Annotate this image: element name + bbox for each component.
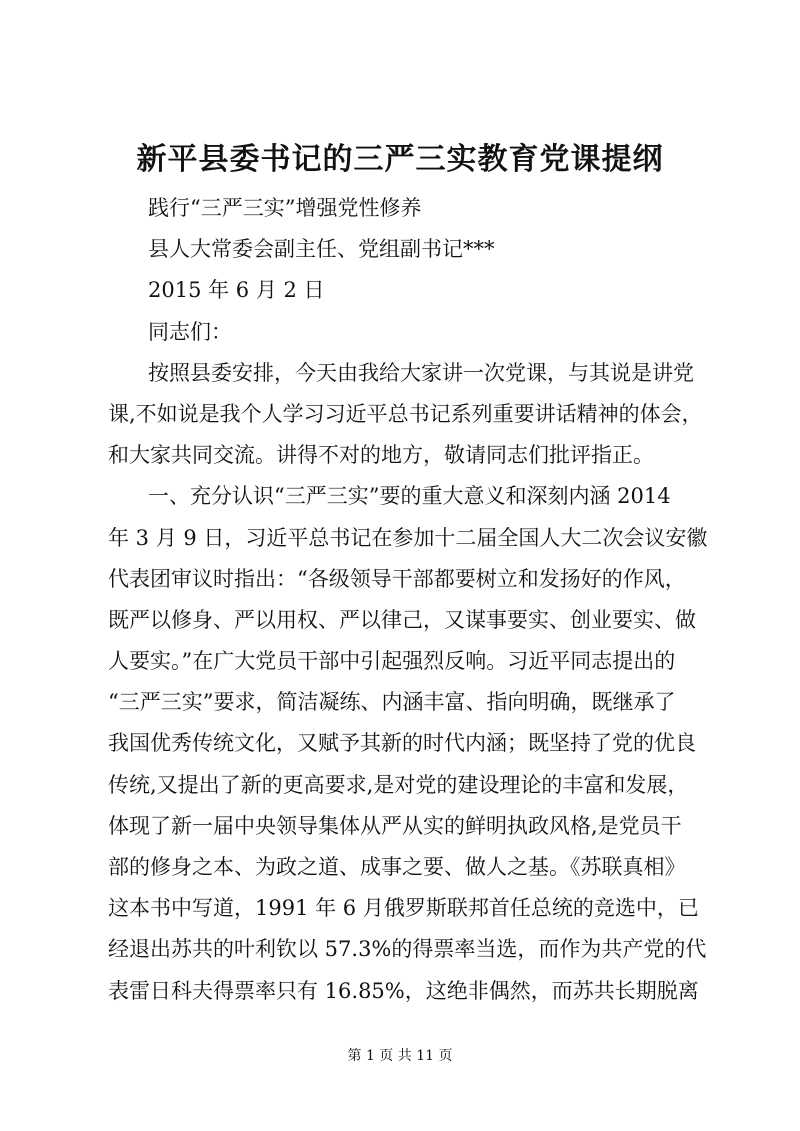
paragraph-line: 我国优秀传统文化，又赋予其新的时代内涵；既坚持了党的优良 bbox=[108, 731, 696, 756]
paragraph-line: 课,不如说是我个人学习习近平总书记系列重要讲话精神的体会， bbox=[108, 401, 703, 426]
document-body bbox=[108, 188, 708, 1012]
paragraph-1 bbox=[108, 353, 703, 477]
date-line: 2015 年 6 月 2 日 bbox=[148, 278, 325, 303]
paragraph-line: “三严三实”要求，简洁凝练、内涵丰富、指向明确，既继承了 bbox=[108, 690, 676, 715]
paragraph-line: 部的修身之本、为政之道、成事之要、做人之基。《苏联真相》 bbox=[108, 855, 686, 879]
speaker-line: 县人大常委会副主任、党组副书记*** bbox=[148, 237, 495, 262]
paragraph-line: 按照县委安排，今天由我给大家讲一次党课，与其说是讲党 bbox=[148, 360, 694, 385]
paragraph-line: 人要实。”在广大党员干部中引起强烈反响。习近平同志提出的 bbox=[108, 649, 676, 674]
paragraph-line: 经退出苏共的叶利钦以 57.3%的得票率当选，而作为共产党的代 bbox=[108, 937, 707, 962]
paragraph-line: 表雷日科夫得票率只有 16.85%，这绝非偶然，而苏共长期脱离 bbox=[108, 978, 699, 1003]
subtitle: 践行“三严三实”增强党性修养 bbox=[148, 196, 422, 220]
paragraph-line: 年 3 月 9 日，习近平总书记在参加十二届全国人大二次会议安徽 bbox=[108, 525, 708, 550]
paragraph-line: 传统,又提出了新的更高要求,是对党的建设理论的丰富和发展， bbox=[108, 772, 689, 797]
paragraph-line: 和大家共同交流。讲得不对的地方，敬请同志们批评指正。 bbox=[108, 443, 654, 468]
paragraph-2 bbox=[108, 476, 708, 1011]
paragraph-line: 代表团审议时指出：“各级领导干部都要树立和发扬好的作风， bbox=[108, 566, 686, 591]
page-footer: 第 1 页 共 11 页 bbox=[347, 1048, 453, 1064]
salutation: 同志们： bbox=[148, 319, 232, 344]
paragraph-line: 既严以修身、严以用权、严以律己，又谋事要实、创业要实、做 bbox=[108, 607, 696, 632]
paragraph-line: 体现了新一届中央领导集体从严从实的鲜明执政风格,是党员干 bbox=[108, 813, 682, 838]
paragraph-line: 一、充分认识“三严三实”要的重大意义和深刻内涵 2014 bbox=[148, 484, 671, 509]
document-title: 新平县委书记的三严三实教育党课提纲 bbox=[136, 142, 664, 177]
paragraph-line: 这本书中写道，1991 年 6 月俄罗斯联邦首任总统的竞选中，已 bbox=[108, 896, 699, 921]
